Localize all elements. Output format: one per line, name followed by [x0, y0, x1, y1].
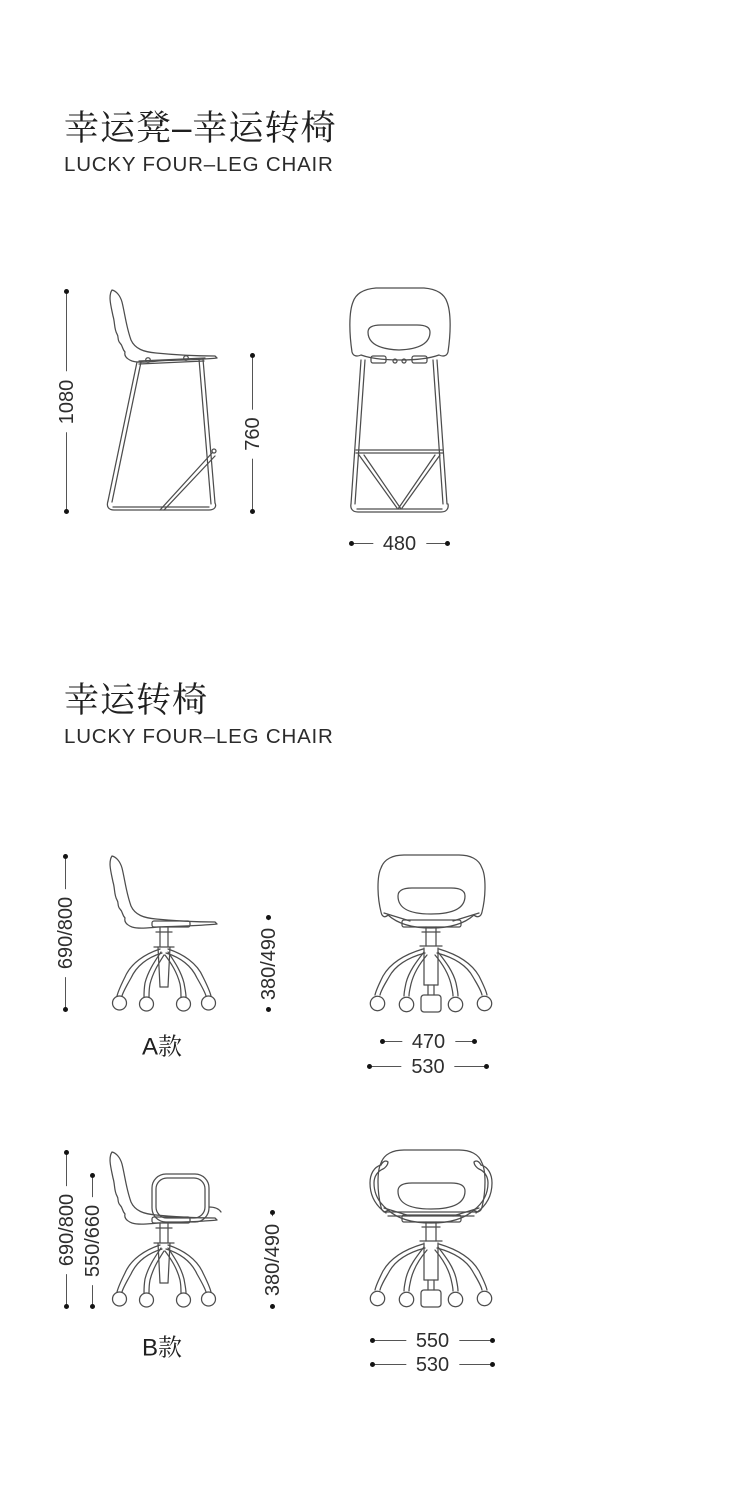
swivel-b-column-front: [422, 1222, 440, 1241]
swivel-a-shell-front: [378, 855, 485, 928]
section1-title-zh: 幸运凳–幸运转椅: [64, 109, 337, 148]
stool-sled-base: [107, 359, 216, 510]
stool-front-view-drawing: [333, 282, 461, 522]
section2-title-en: LUCKY FOUR–LEG CHAIR: [64, 724, 334, 748]
swivel-b-front-view-drawing: [360, 1144, 500, 1324]
dim-label: 1080: [57, 371, 77, 432]
swivel-b-armrest-side: [152, 1174, 221, 1222]
dim-stool-overall-height: [56, 291, 78, 512]
swivel-b-shell-side: [110, 1152, 217, 1224]
dim-label: 550/660: [83, 1197, 103, 1285]
dim-swivel-a-seat-height: [258, 917, 280, 1010]
dim-swivel-b-overall-width: [372, 1329, 493, 1352]
swivel-a-front-view-drawing: [365, 848, 500, 1020]
dim-swivel-a-seat-width: [382, 1030, 475, 1053]
dim-swivel-b-seat-height: [262, 1212, 284, 1307]
swivel-a-column-front: [422, 927, 440, 946]
dim-label: 380/490: [259, 919, 279, 1007]
dim-swivel-a-base-width: [369, 1055, 487, 1078]
dim-label: 530: [401, 1057, 454, 1077]
dim-label: 690/800: [56, 889, 76, 977]
section1-title: [64, 110, 336, 176]
section2-title-zh: 幸运转椅: [64, 681, 209, 720]
swivel-a-side-view-drawing: [98, 848, 228, 1020]
dim-label: 470: [402, 1032, 455, 1052]
stool-front-shape: [350, 288, 450, 512]
swivel-a-column-side: [152, 921, 190, 947]
dim-swivel-a-overall-height: [55, 856, 77, 1010]
dim-stool-seat-height: [242, 355, 264, 512]
stool-side-view-drawing: [88, 282, 233, 517]
swivel-b-column-side: [152, 1217, 190, 1243]
dim-label: 380/490: [263, 1215, 283, 1303]
dim-label: 690/800: [57, 1185, 77, 1273]
swivel-b-side-view-drawing: [98, 1144, 233, 1322]
section1-title-en: LUCKY FOUR–LEG CHAIR: [64, 152, 334, 176]
dim-label: 760: [243, 409, 263, 458]
swivel-b-base-front: [370, 1241, 491, 1307]
section2-title: [64, 682, 334, 748]
dim-label: 530: [406, 1355, 459, 1375]
dim-stool-width: [351, 532, 448, 555]
swivel-a-shell-side: [110, 856, 217, 928]
dim-label: 550: [406, 1331, 459, 1351]
dim-swivel-b-armrest-height: [82, 1175, 104, 1307]
dim-label: 480: [373, 534, 426, 554]
dim-swivel-b-overall-height: [56, 1152, 78, 1307]
swivel-a-base-side: [113, 947, 216, 1011]
variant-a-label: A款: [141, 1033, 183, 1061]
variant-b-label: B款: [141, 1334, 183, 1362]
stool-shell-side: [110, 290, 217, 362]
swivel-b-armrests-front: [370, 1161, 492, 1216]
swivel-b-base-side: [113, 1243, 216, 1307]
swivel-a-base-front: [370, 946, 491, 1012]
dim-swivel-b-base-width: [372, 1353, 493, 1376]
